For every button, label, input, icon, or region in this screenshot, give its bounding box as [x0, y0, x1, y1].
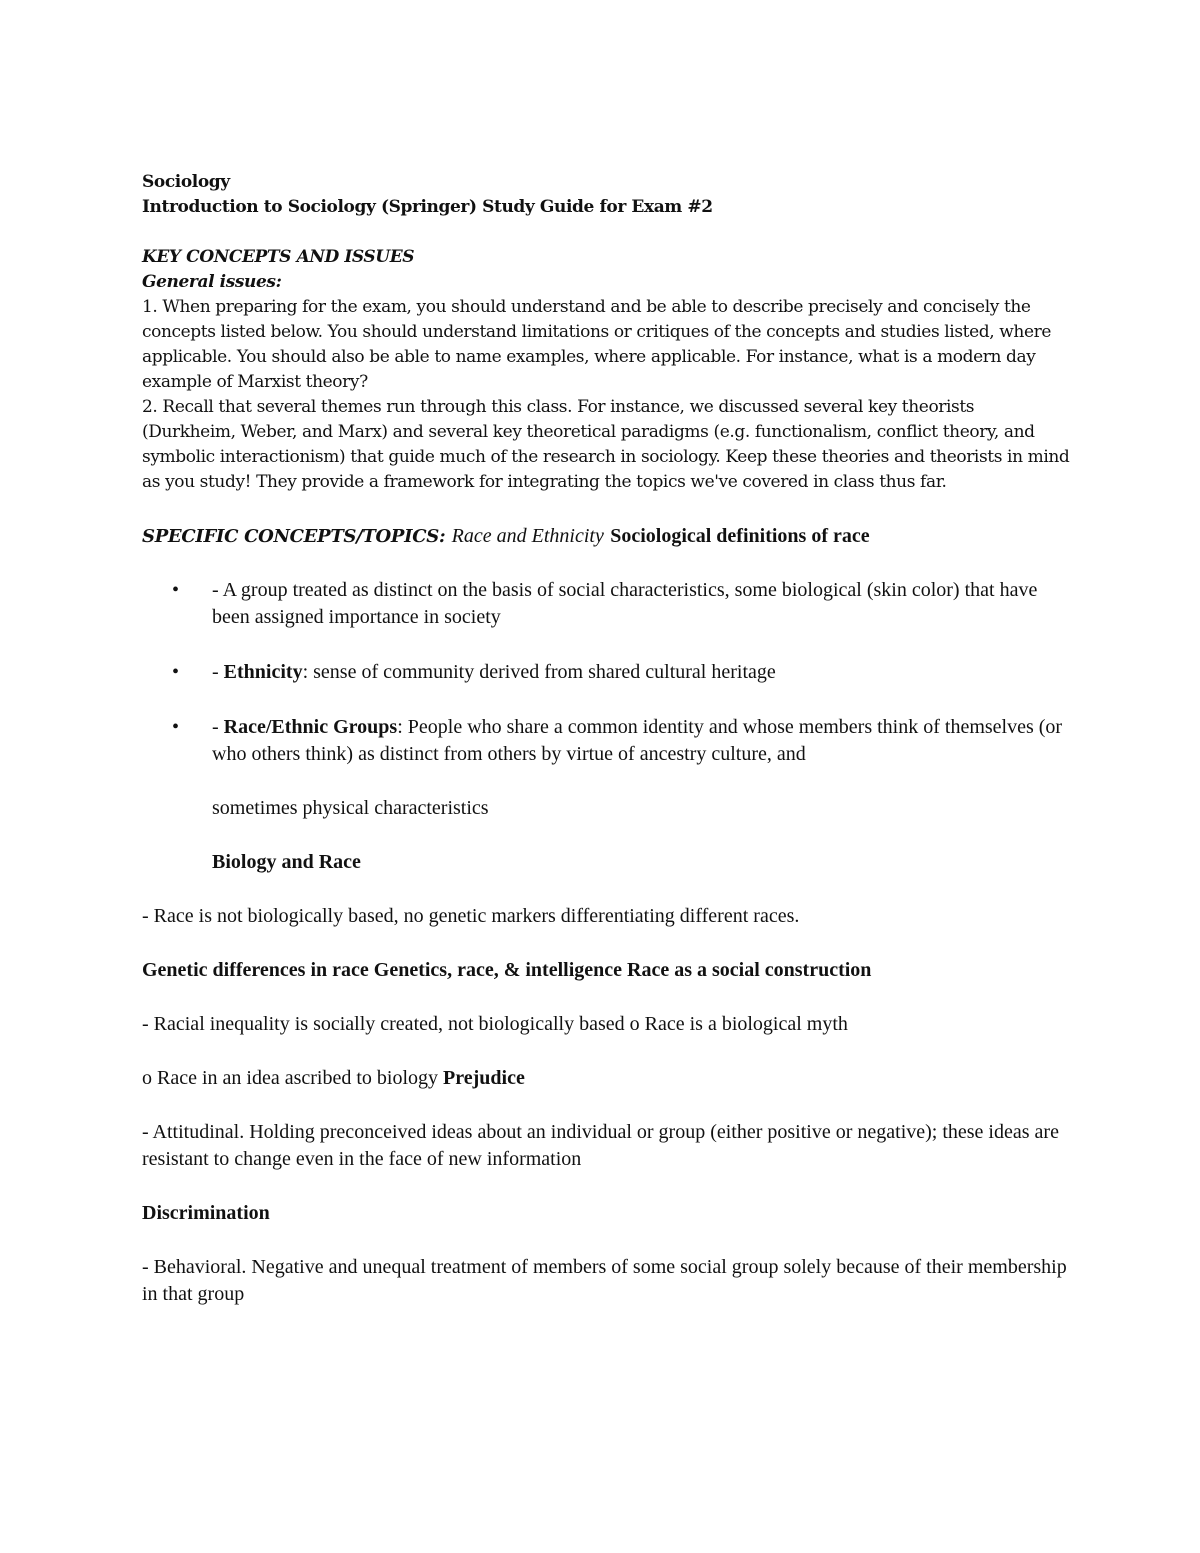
biology-idea-line: [142, 1065, 1072, 1092]
definition-text: : sense of community derived from shared cultural heritage: [302, 661, 776, 683]
bullet-icon: •: [172, 661, 180, 683]
key-concepts-heading: KEY CONCEPTS AND ISSUES: [142, 247, 415, 267]
discrimination-heading: Discrimination: [142, 1202, 270, 1224]
general-issue-1: 1. When preparing for the exam, you should understand and be able to describe precisely and concisely the concepts listed below. You should understand limitations or critiques of the concepts and studies listed, where applicable. You should also be able to name examples, where applicable. For instance, what is a modern day example of Marxist theory?: [142, 297, 1051, 392]
definition-continuation: sometimes physical characteristics: [212, 797, 489, 819]
bullet-dash: -: [212, 579, 223, 601]
specific-topics-heading: [142, 522, 1072, 550]
genetic-differences-heading: Genetic differences in race Genetics, race, & intelligence Race as a social construction: [142, 959, 872, 981]
discrimination-text: - Behavioral. Negative and unequal treatment of members of some social group solely because of their membership in that group: [142, 1256, 1067, 1305]
specific-subheading: Sociological definitions of race: [610, 525, 870, 547]
definition-term: Ethnicity: [223, 661, 303, 683]
race-definitions-list: [142, 577, 1072, 768]
document-page: [142, 170, 1072, 1308]
prejudice-heading: Prejudice: [443, 1067, 525, 1089]
bullet-dash: -: [212, 716, 224, 738]
general-issues-label: General issues:: [142, 272, 282, 292]
bullet-icon: •: [172, 579, 180, 601]
biology-race-text: - Race is not biologically based, no genetic markers differentiating different races.: [142, 905, 800, 927]
list-item: [142, 714, 1072, 768]
bullet-dash: -: [212, 661, 224, 683]
general-issue-2: 2. Recall that several themes run through this class. For instance, we discussed several key theorists (Durkheim, Weber, and Marx) and several key theoretical paradigms (e.g. functionalism, conflict theory, and symbolic interactionism) that guide much of the research in sociology. Keep these theories and theorists in mind as you study! They provide a framework for integrating the topics we've covered in class thus far.: [142, 397, 1070, 492]
definition-term: Race/Ethnic Groups: [223, 716, 398, 738]
course-title: Introduction to Sociology (Springer) Study Guide for Exam #2: [142, 197, 713, 217]
bullet-icon: •: [172, 716, 180, 738]
subject-title: Sociology: [142, 172, 230, 192]
specific-label: SPECIFIC CONCEPTS/TOPICS:: [142, 526, 446, 547]
biology-race-heading: Biology and Race: [212, 851, 361, 873]
prejudice-text: - Attitudinal. Holding preconceived ideas about an individual or group (either positive or negative); these ideas are resistant to change even in the face of new information: [142, 1121, 1059, 1170]
definition-text: A group treated as distinct on the basis of social characteristics, some biological (skin color) that have been assigned importance in society: [212, 579, 1038, 628]
definition-text: : People who share a common identity and whose members think of themselves (or who others think) as distinct from others by virtue of ancestry culture, and: [212, 716, 1063, 765]
specific-topic: Race and Ethnicity: [451, 525, 604, 547]
list-item: [142, 577, 1072, 631]
social-construction-line: - Racial inequality is socially created, not biologically based o Race is a biological myth: [142, 1013, 848, 1035]
biology-idea-text: o Race in an idea ascribed to biology: [142, 1067, 444, 1089]
list-item: [142, 659, 1072, 686]
